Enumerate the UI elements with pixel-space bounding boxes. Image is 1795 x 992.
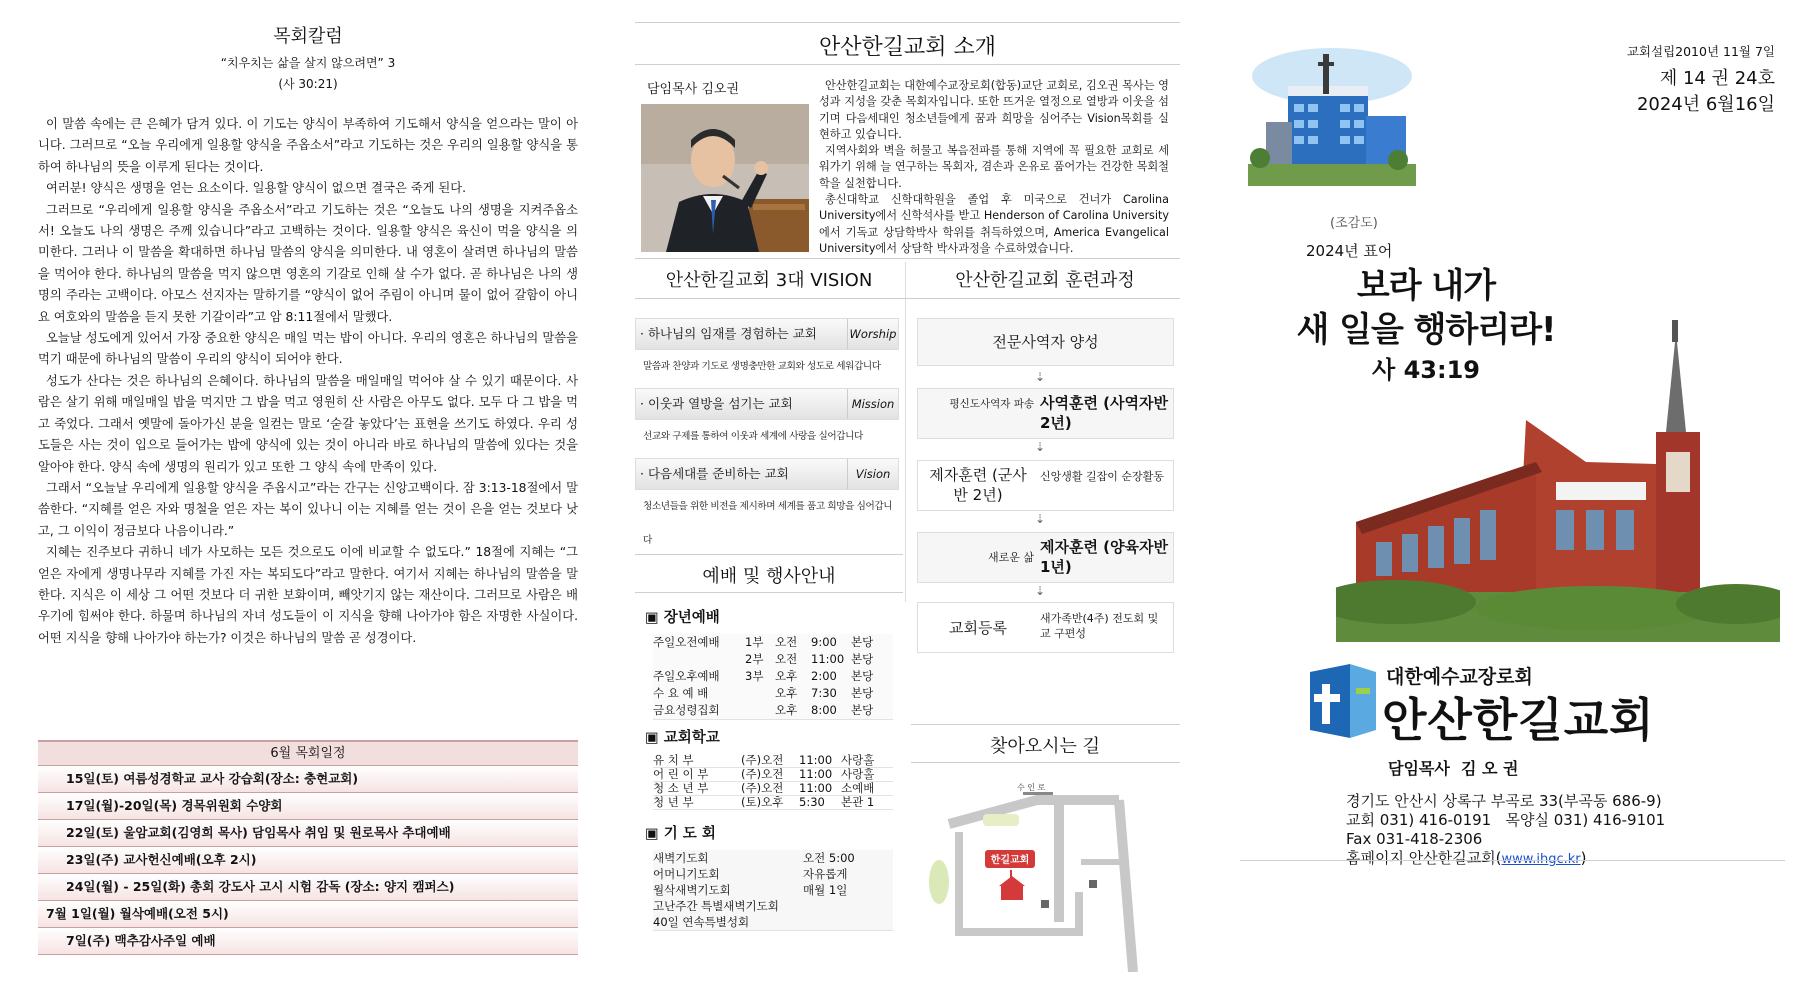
school-row-cell: (주)오전 [741,753,784,767]
adult-worship-row-cell: 본당 [851,652,874,666]
school-row-cell: (토)오후 [741,795,784,809]
vision-item: · 다음세대를 준비하는 교회 Vision 청소년들을 위한 비전을 제시하며 세계를 품고 희망을 심어갑니다 [635,458,899,524]
down-arrow-icon: ⇣ [1035,584,1046,598]
schedule-title: 6월 목회일정 [38,742,578,766]
pastor-label: 담임목사 김오권 [647,82,740,97]
adult-worship-row-cell: 금요성령집회 [653,703,720,717]
church-contact [1346,792,1665,869]
location-map[interactable] [919,772,1173,972]
section-prayer: ▣ 기 도 회 [645,826,716,842]
founding-date: 교회설립2010년 11월 7일 [1626,44,1775,59]
adult-worship-row-cell: 오후 [775,669,798,683]
adult-worship-row-cell: 오전 [775,652,798,666]
column-body [38,114,578,649]
prayer-row-cell: 자유롭게 [803,867,848,881]
section-church-school: ▣ 교회학교 [645,730,720,746]
school-row [653,753,893,768]
school-row [653,781,893,796]
paragraph: 이 말씀 속에는 큰 은혜가 담겨 있다. 이 기도는 양식이 부족하여 기도해서 양식을 얻으라는 말이 아니다. 그러므로 “오늘 우리에게 일용할 양식을 주옵소서”라고 기도하는 것은 우리의 일용할 양식을 통하여 하나님의 뜻을 이루게 된다는 것이다. [38,117,578,174]
school-row [653,795,893,810]
school-row-cell: 본관 1 [841,795,875,809]
school-row-cell: 사랑홀 [841,767,875,781]
fax: Fax 031-418-2306 [1346,830,1483,848]
adult-worship-row [653,634,893,652]
adult-worship-row-cell: 본당 [851,669,874,683]
motto-label: 2024년 표어 [1306,242,1393,260]
adult-worship-row [653,668,893,686]
issue-volume: 제 14 권 24호 [1659,68,1775,89]
church-name: 안산한길교회 [1382,693,1655,747]
school-row-cell: 사랑홀 [841,753,875,767]
training-step: 제자훈련 (군사반 2년) 신앙생활 길잡이 순장활동 [917,460,1174,511]
prayer-row-cell: 오전 5:00 [803,851,855,865]
homepage-link[interactable]: www.ihgc.kr [1501,852,1581,867]
prayer-row [653,850,893,867]
column-title: 목회칼럼 [273,26,343,47]
adult-worship-row-cell: 2:00 [811,669,837,683]
worship-title: 예배 및 행사안내 [702,566,836,587]
training-step: 평신도사역자 파송 사역훈련 (사역자반 2년) [917,388,1174,439]
paragraph: 그러므로 “우리에게 일용할 양식을 주옵소서”라고 기도하는 것은 “오늘도 나의 생명을 지켜주옵소서! 오늘도 나의 생명은 주께 있습니다”라고 고백하는 것이다. 일용할 양식은 육신이 먹을 양식을 의미한다. 그러나 이 말씀을 확대하면 하나님 말씀의 양식을 의미한다. 내 영혼이 살려면 하나님의 말씀을 먹어야 한다. 하나님의 말씀을 먹지 않으면 영혼의 기갈로 인해 살 수가 없다. 곧 하나님은 나의 생명의 주라는 고백이다. 아모스 선지자는 말하기를 “양식이 없어 주림이 아니며 물이 없어 갈함이 아니요 여호와의 말씀을 듣지 못한 기갈이라”고 암 8:11절에서 말했다. [38,202,578,324]
prayer-row [653,898,893,915]
training-step: 교회등록 새가족반(4주) 전도회 및 교 구편성 [917,602,1174,653]
map-church-label: 한길교회 [990,855,1030,866]
intro-paragraph: 안산한길교회는 대한예수교장로회(합동)교단 교회로, 김오권 목사는 영성과 지성을 갖춘 목회자입니다. 또한 뜨거운 열정으로 열방과 이웃을 섬기며 다음세대인 청소년들에게 꿈과 희망을 심어주는 Vision목회를 실현하고 있습니다. [819,79,1169,141]
school-row [653,767,893,782]
school-row-cell: 11:00 [799,781,833,795]
school-row-cell: 11:00 [799,767,833,781]
cover-page [1240,22,1785,977]
training-step: 새로운 삶 제자훈련 (양육자반 1년) [917,532,1174,583]
school-row-cell: 11:00 [799,753,833,767]
schedule-row: 17일(월)-20일(목) 경목위원회 수양회 [38,793,578,820]
church-building-photo [1336,312,1780,642]
section-adult-worship: ▣ 장년예배 [645,610,720,626]
intro-paragraph: 총신대학교 신학대학원을 졸업 후 미국으로 건너가 Carolina University에서 신학석사를 받고 Henderson of Carolina University에서 기독교 상담학박사 학위를 취득하였으며, America Evangelical University에서 상담학 박사과정을 수료하였습니다. [819,193,1169,255]
column-verse: (사 30:21) [278,77,338,91]
denomination-name: 대한예수교장로회 [1386,666,1533,688]
school-row-cell: 어 린 이 부 [653,767,709,781]
school-row-cell: 청 소 년 부 [653,781,709,795]
adult-worship-row [653,702,893,720]
down-arrow-icon: ⇣ [1035,370,1046,384]
church-building-rendering [1248,46,1416,186]
adult-worship-row-cell: 11:00 [811,652,845,666]
adult-worship-row-cell: 1부 [745,635,764,649]
school-row-cell: (주)오전 [741,767,784,781]
motto-line-2: 새 일을 행하리라! [1296,310,1556,350]
prayer-row-cell: 어머니기도회 [653,867,720,881]
school-row-cell: 청 년 부 [653,795,694,809]
adult-worship-row-cell: 주일오전예배 [653,635,720,649]
schedule-row: 15일(토) 여름성경학교 교사 강습회(장소: 충현교회) [38,766,578,793]
prayer-row-cell: 고난주간 특별새벽기도회 [653,899,779,913]
adult-worship-row-cell: 9:00 [811,635,837,649]
senior-pastor: 담임목사 김 오 권 [1388,759,1519,778]
motto-reference: 사 43:19 [1372,356,1480,384]
adult-worship-row-cell: 수 요 예 배 [653,686,709,700]
phone: 교회 031) 416-0191 목양실 031) 416-9101 [1346,811,1666,829]
schedule-row: 24일(월) - 25일(화) 총회 강도사 고시 시험 감독 (장소: 양지 캠퍼스) [38,874,578,901]
pastor-intro [819,78,1169,257]
motto-line-1: 보라 내가 [1356,266,1496,306]
homepage: 홈페이지 안산한길교회(www.ihgc.kr) [1346,849,1587,867]
pastoral-column [38,22,578,948]
prayer-row-cell: 새벽기도회 [653,851,709,865]
paragraph: 오늘날 성도에게 있어서 가장 중요한 양식은 매일 먹는 밥이 아니다. 우리의 영혼은 하나님의 말씀을 먹기 때문에 하나님의 말씀이 우리의 양식이 되어야 한다. [38,331,578,367]
adult-worship-row-cell: 본당 [851,703,874,717]
adult-worship-row-cell: 3부 [745,669,764,683]
adult-worship-row-cell: 본당 [851,635,874,649]
paragraph: 그래서 “오늘날 우리에게 일용할 양식을 주옵시고”라는 간구는 신앙고백이다. 잠 3:13-18절에서 말씀한다. “지혜를 얻은 자와 명철을 얻은 자는 복이 있나니 이는 지혜를 얻는 것이 은을 얻는 것보다 낫고, 그 이익이 정금보다 나음이니라.” [38,480,578,538]
paragraph: 성도가 산다는 것은 하나님의 은혜이다. 하나님의 말씀을 매일매일 먹어야 살 수 있기 때문이다. 사람은 살기 위해 매일매일 밥을 먹지만 그 밥을 먹고 영원히 산 사람은 아무도 없다. 모두 다 그 밥을 먹고 죽었다. 그래서 옛말에 돌아가신 분을 일컫는 말로 ‘숟갈 놓았다’는 표현을 쓰기도 하였다. 우리 성도들은 사는 것이 입으로 들어가는 밥에 양식에 있는 것이 아니라 바로 하나님의 말씀에 있다는 것을 알아야 한다. 양식 속에 생명의 원리가 있고 또한 그 양식 속에 만족이 있다. [38,373,578,474]
adult-worship-row-cell: 8:00 [811,703,837,717]
intro-paragraph: 지역사회와 벽을 허물고 복음전파를 통해 지역에 꼭 필요한 교회로 세워가기 위해 늘 연구하는 목회자, 겸손과 온유로 품어가는 건강한 목회철학을 실천합니다. [819,144,1169,190]
adult-worship-row-cell: 2부 [745,652,764,666]
paragraph: 여러분! 양식은 생명을 얻는 요소이다. 일용할 양식이 없으면 결국은 죽게 된다. [46,181,467,196]
address: 경기도 안산시 상록구 부곡로 33(부곡동 686-9) [1346,792,1662,810]
schedule-row: 23일(주) 교사헌신예배(오후 2시) [38,847,578,874]
training-step: 전문사역자 양성 [917,318,1174,366]
adult-worship-row [653,651,893,669]
down-arrow-icon: ⇣ [1035,440,1046,454]
adult-worship-row-cell: 본당 [851,686,874,700]
schedule-row: 7월 1일(월) 월삭예배(오전 5시) [38,901,578,928]
adult-worship-row-cell: 주일오후예배 [653,669,720,683]
paragraph: 지혜는 진주보다 귀하니 네가 사모하는 모든 것으로도 이에 비교할 수 없도다.” 18절에 지혜는 “그 얻은 자에게 생명나무라 지혜를 가진 자는 복되도다”라고 말한다. 여기서 지혜는 하나님의 말씀을 말한다. 지식은 이 세상 그 어떤 것보다 더 귀한 보화이며, 빼앗기지 않는 재산이다. 그러므로 사람은 배우기에 힘써야 한다. 하물며 하나님의 자녀 성도들이 이 지식을 향해 나아가야 함은 자명한 사실이다. 어떤 지식을 향해 나아가야 하는가? 이것은 하나님의 말씀 곧 성경이다. [38,545,578,645]
school-row-cell: 소예배 [841,781,875,795]
school-row-cell: (주)오전 [741,781,784,795]
training-title: 안산한길교회 훈련과정 [955,270,1135,291]
schedule-row: 7일(주) 맥추감사주일 예배 [38,928,578,955]
vision-item: · 이웃과 열방을 섬기는 교회 Mission 선교와 구제를 통하여 이웃과 세계에 사랑을 실어갑니다 [635,388,899,454]
column-subtitle: “치우치는 삶을 살지 않으려면” 3 [220,56,396,70]
map-road-label: 수 인 로 [1017,783,1046,792]
adult-worship-row-cell: 7:30 [811,686,837,700]
intro-title: 안산한길교회 소개 [818,35,996,60]
pastor-photo [641,104,809,252]
rendering-caption: (조감도) [1330,216,1378,231]
adult-worship-row-cell: 오후 [775,686,798,700]
adult-worship-row-cell: 오전 [775,635,798,649]
prayer-row-cell: 월삭새벽기도회 [653,883,731,897]
issue-date: 2024년 6월16일 [1636,94,1775,115]
adult-worship-row-cell: 오후 [775,703,798,717]
church-intro-panel [635,22,1180,977]
schedule-table [38,740,578,955]
map-title: 찾아오시는 길 [989,736,1101,757]
prayer-row [653,914,893,931]
vision-title: 안산한길교회 3대 VISION [665,270,873,291]
prayer-row [653,882,893,899]
prayer-row-cell: 40일 연속특별성회 [653,915,750,929]
school-row-cell: 5:30 [799,795,825,809]
schedule-row: 22일(토) 울암교회(김영희 목사) 담임목사 취임 및 원로목사 추대예배 [38,820,578,847]
adult-worship-row [653,685,893,703]
down-arrow-icon: ⇣ [1035,512,1046,526]
prayer-row [653,866,893,883]
church-logo-icon [1310,664,1376,738]
vision-item: · 하나님의 임재를 경험하는 교회 Worship 말씀과 찬양과 기도로 생명충만한 교회와 성도로 세워갑니다 [635,318,899,384]
prayer-row-cell: 매월 1일 [803,883,848,897]
school-row-cell: 유 치 부 [653,753,694,767]
